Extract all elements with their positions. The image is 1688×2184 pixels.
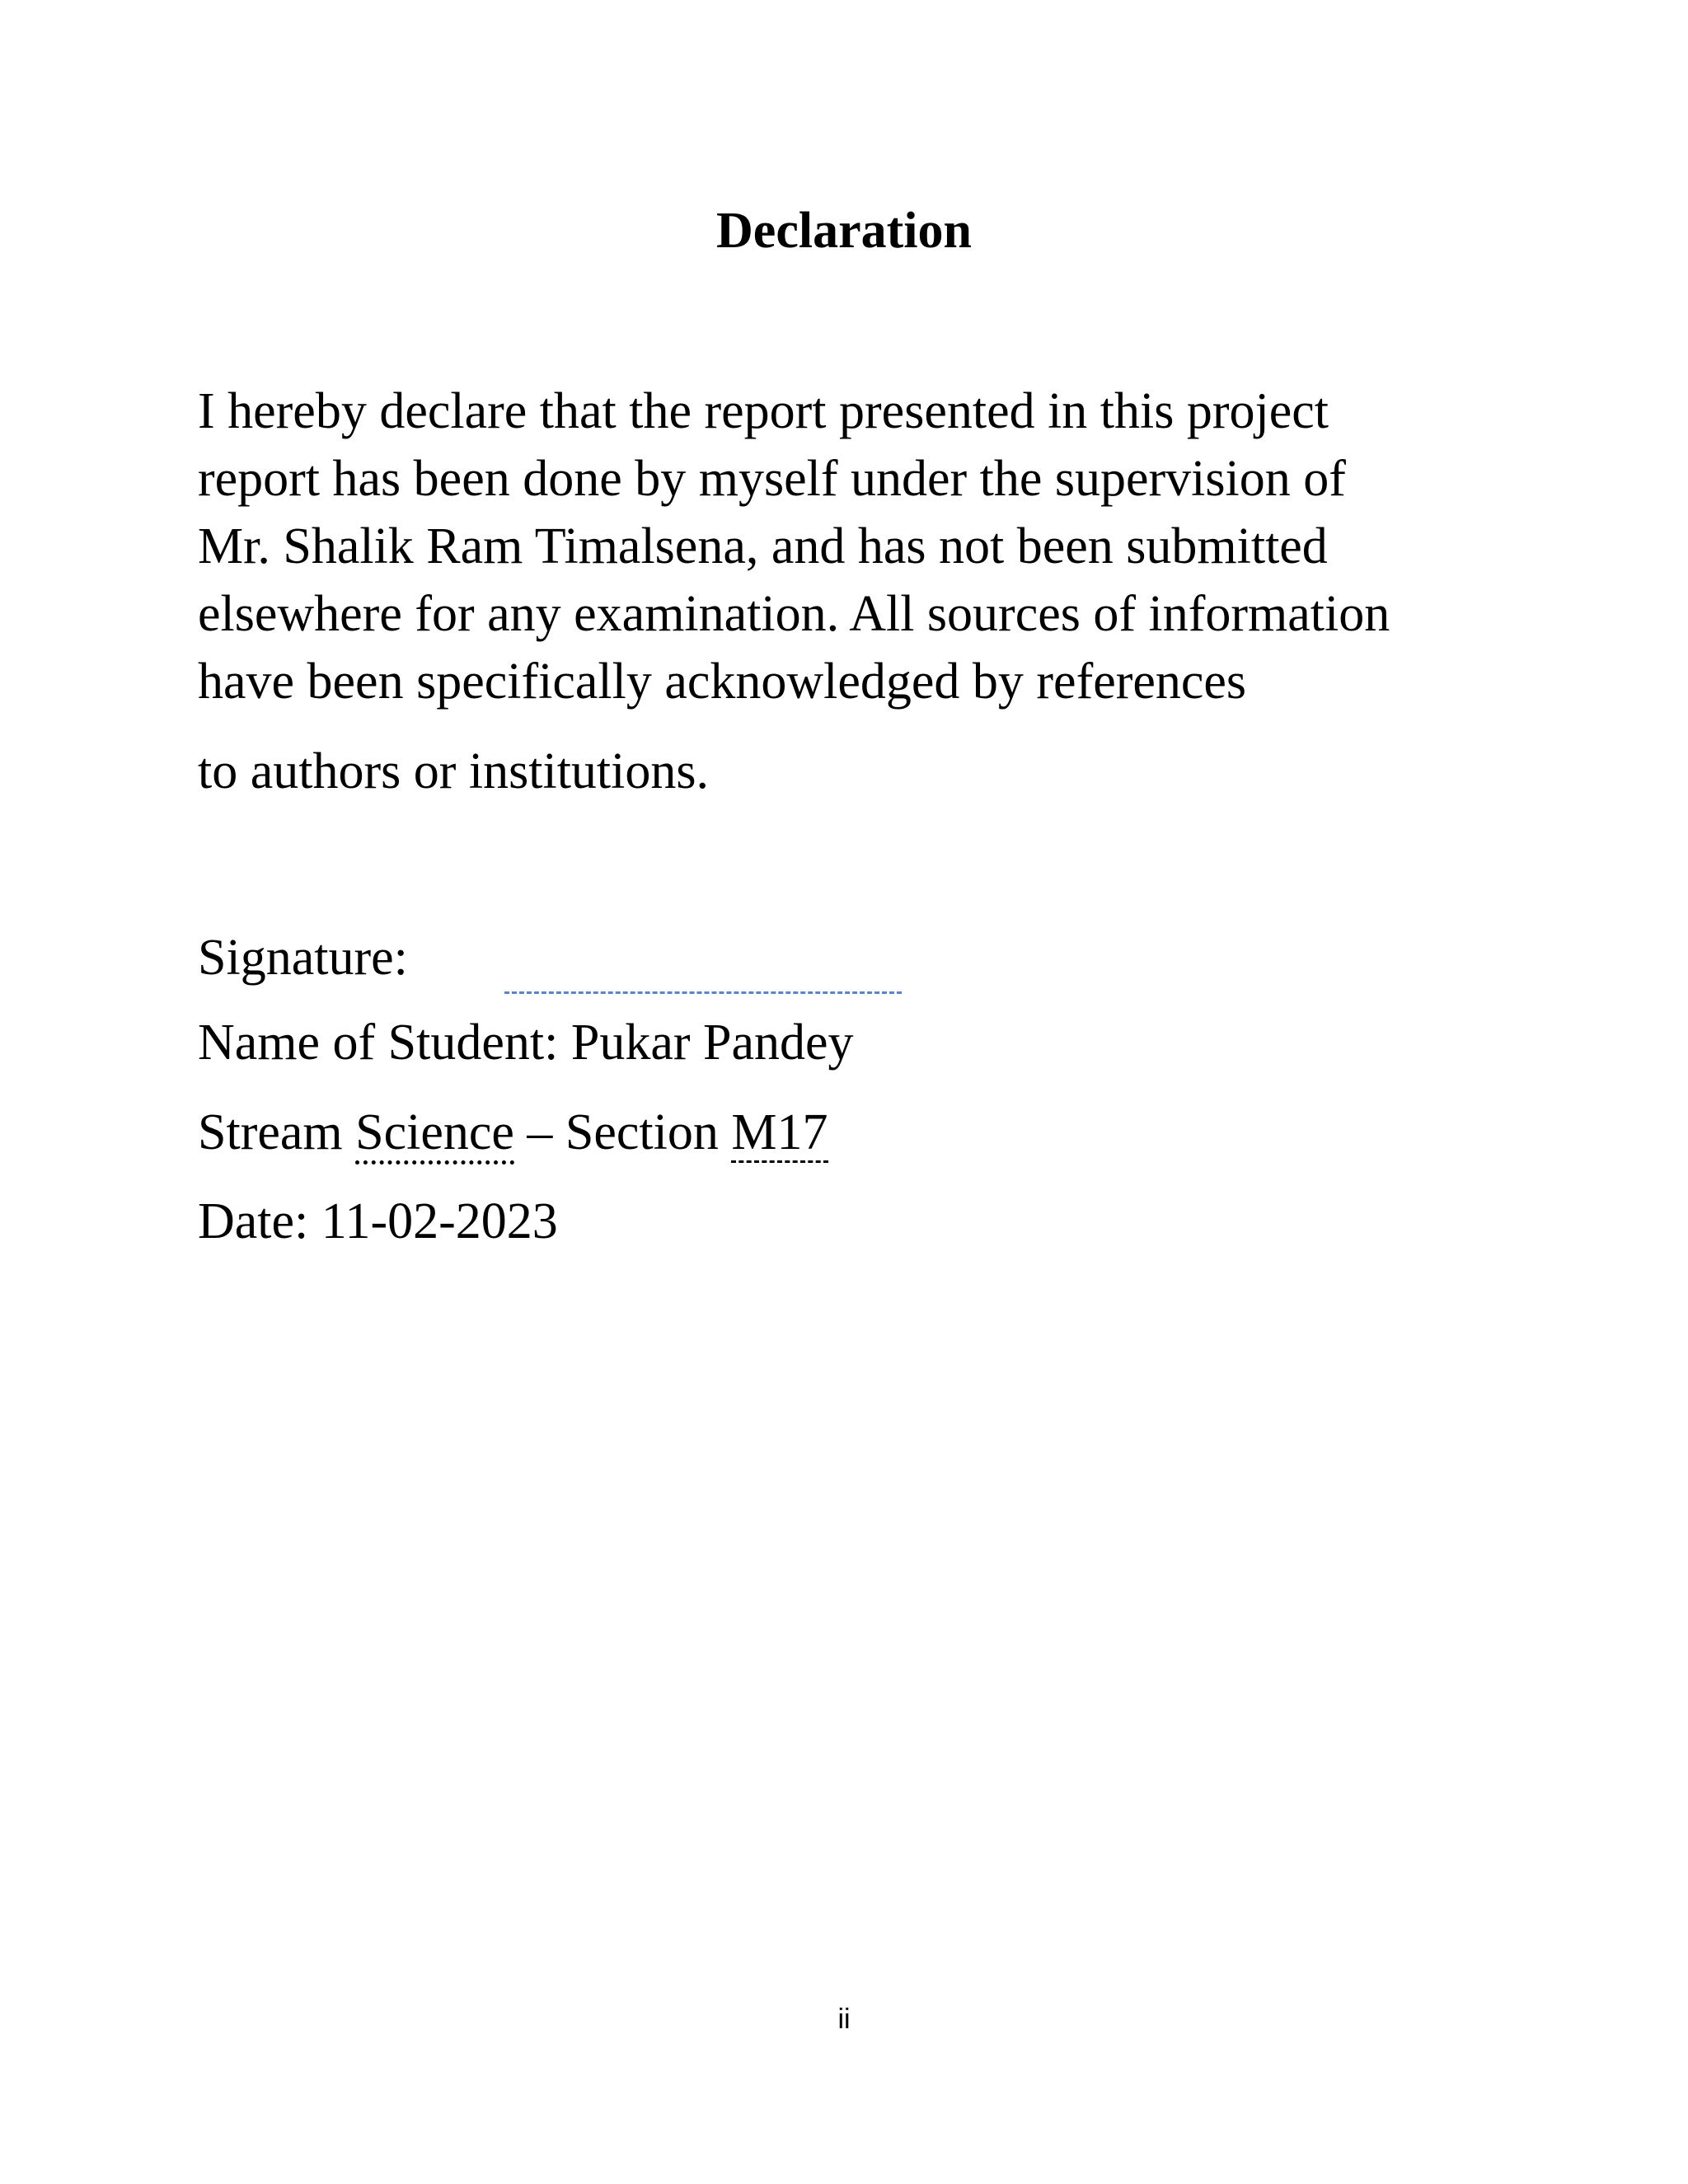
signature-line [504, 991, 902, 994]
paragraph-line: report has been done by myself under the supervision of [198, 451, 1346, 507]
section-prefix: – Section [513, 1104, 732, 1160]
declaration-paragraph [198, 377, 1550, 715]
date-line: Date: 11-02-2023 [198, 1193, 558, 1249]
page-title: Declaration [716, 203, 972, 259]
stream-prefix: Stream [198, 1104, 356, 1160]
paragraph-line: I hereby declare that the report presented in this project [198, 383, 1329, 439]
page-number: ii [837, 2004, 851, 2035]
section-value: M17 [731, 1104, 828, 1163]
paragraph-line: have been specifically acknowledged by references [198, 654, 1247, 710]
stream-value: Science [355, 1104, 514, 1165]
signature-label: Signature: [198, 930, 408, 986]
paragraph-line: Mr. Shalik Ram Timalsena, and has not been submitted [198, 518, 1328, 574]
student-name: Name of Student: Pukar Pandey [198, 1015, 854, 1071]
paragraph-line: elsewhere for any examination. All sources of information [198, 586, 1390, 642]
paragraph-last-line: to authors or institutions. [198, 743, 709, 799]
stream-section-line [198, 1099, 828, 1165]
